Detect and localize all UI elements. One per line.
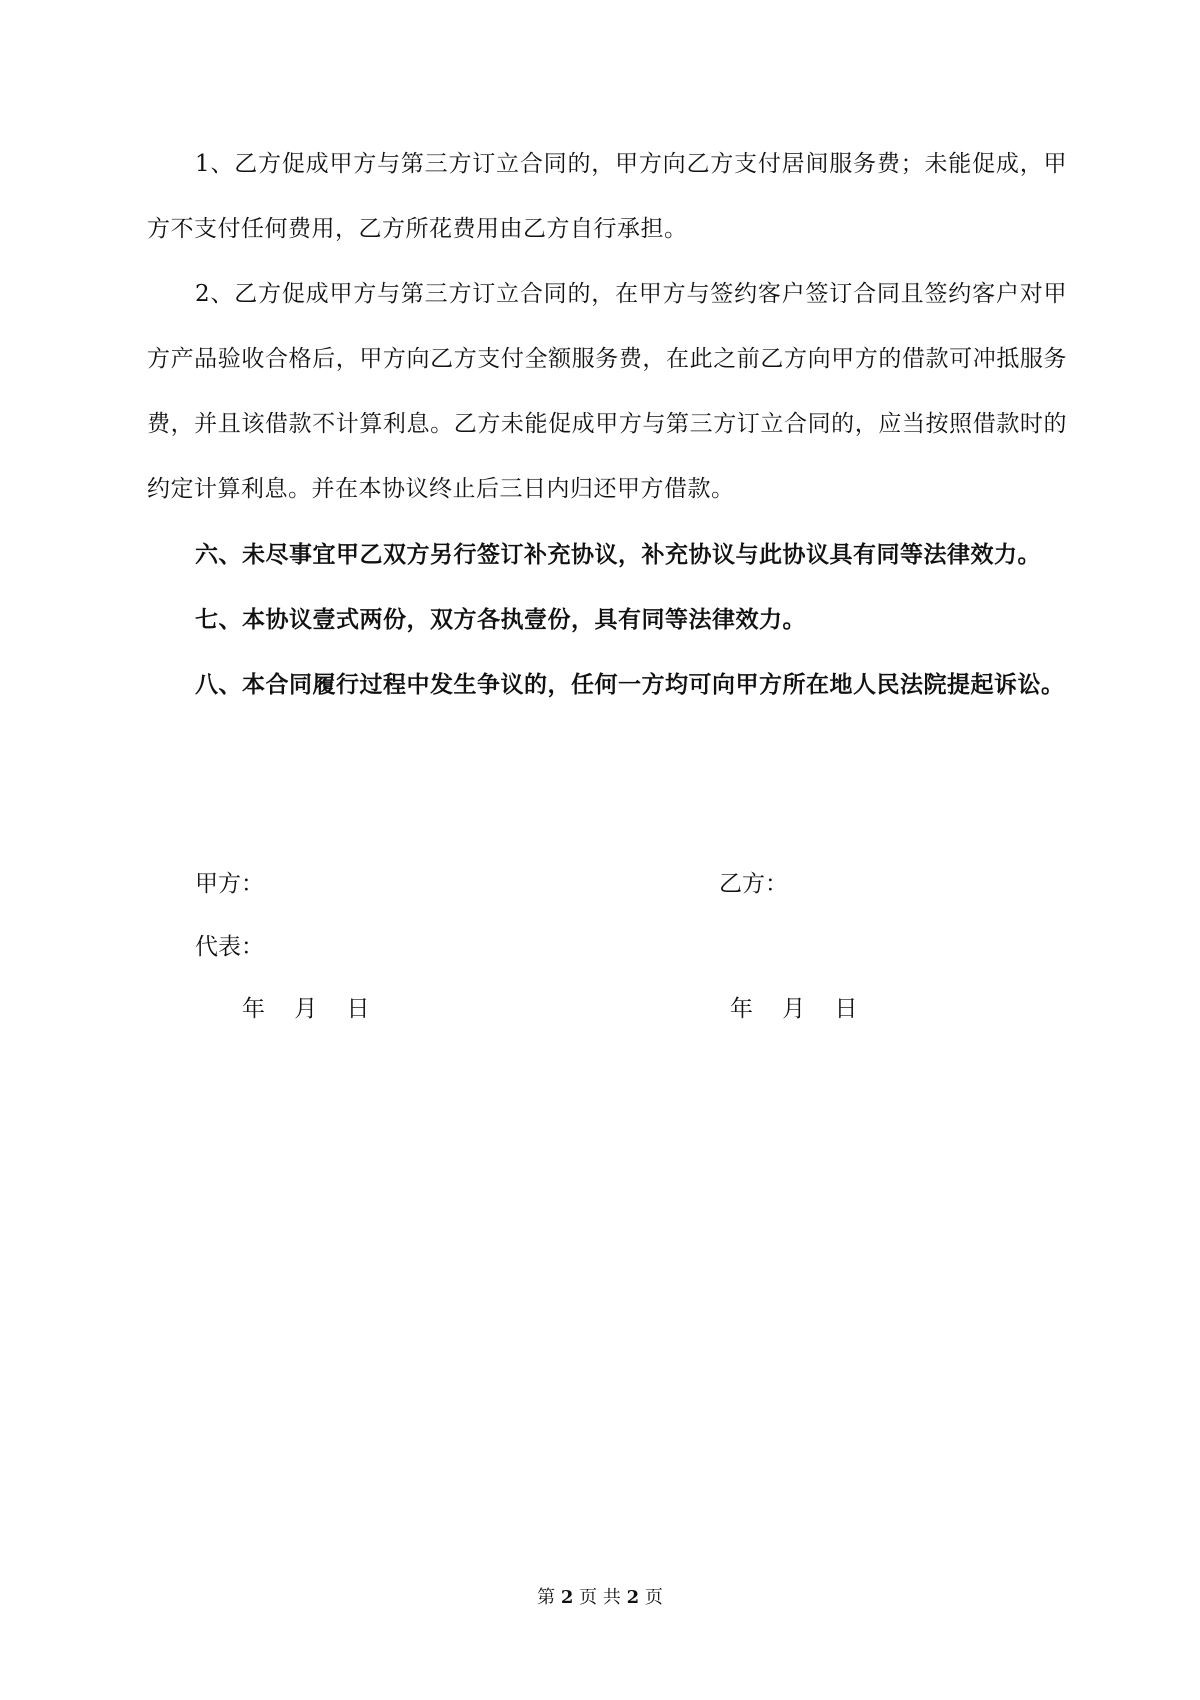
- clause-eight: 八、本合同履行过程中发生争议的，任何一方均可向甲方所在地人民法院提起诉讼。: [195, 671, 1065, 698]
- clause-seven: 七、本协议壹式两份，双方各执壹份，具有同等法律效力。: [195, 606, 806, 633]
- clause-1: 1、乙方促成甲方与第三方订立合同的，甲方向乙方支付居间服务费；未能促成，甲方不支付任何费用，乙方所花费用由乙方自行承担。: [147, 151, 1067, 242]
- clause-six: 六、未尽事宜甲乙双方另行签订补充协议，补充协议与此协议具有同等法律效力。: [195, 541, 1041, 568]
- representative-label: 代表：: [195, 934, 264, 960]
- page-footer: [0, 1586, 1200, 1610]
- party-a-date: 年 月 日: [242, 996, 370, 1022]
- clause-2: 2、乙方促成甲方与第三方订立合同的，在甲方与签约客户签订合同且签约客户对甲方产品验收合格后，甲方向乙方支付全额服务费，在此之前乙方向甲方的借款可冲抵服务费，并且该借款不计算利息。乙方未能促成甲方与第三方订立合同的，应当按照借款时的约定计算利息。并在本协议终止后三日内归还甲方借款。: [147, 281, 1067, 502]
- current-page-number: 2: [560, 1587, 574, 1608]
- footer-suffix: 页: [644, 1587, 663, 1608]
- contract-body: [147, 132, 1067, 717]
- party-b-label: 乙方：: [719, 871, 788, 897]
- party-a-label: 甲方：: [195, 871, 264, 897]
- footer-prefix: 第: [537, 1587, 556, 1608]
- total-page-number: 2: [626, 1587, 640, 1608]
- footer-middle: 页 共: [579, 1587, 621, 1608]
- party-b-date: 年 月 日: [730, 996, 858, 1022]
